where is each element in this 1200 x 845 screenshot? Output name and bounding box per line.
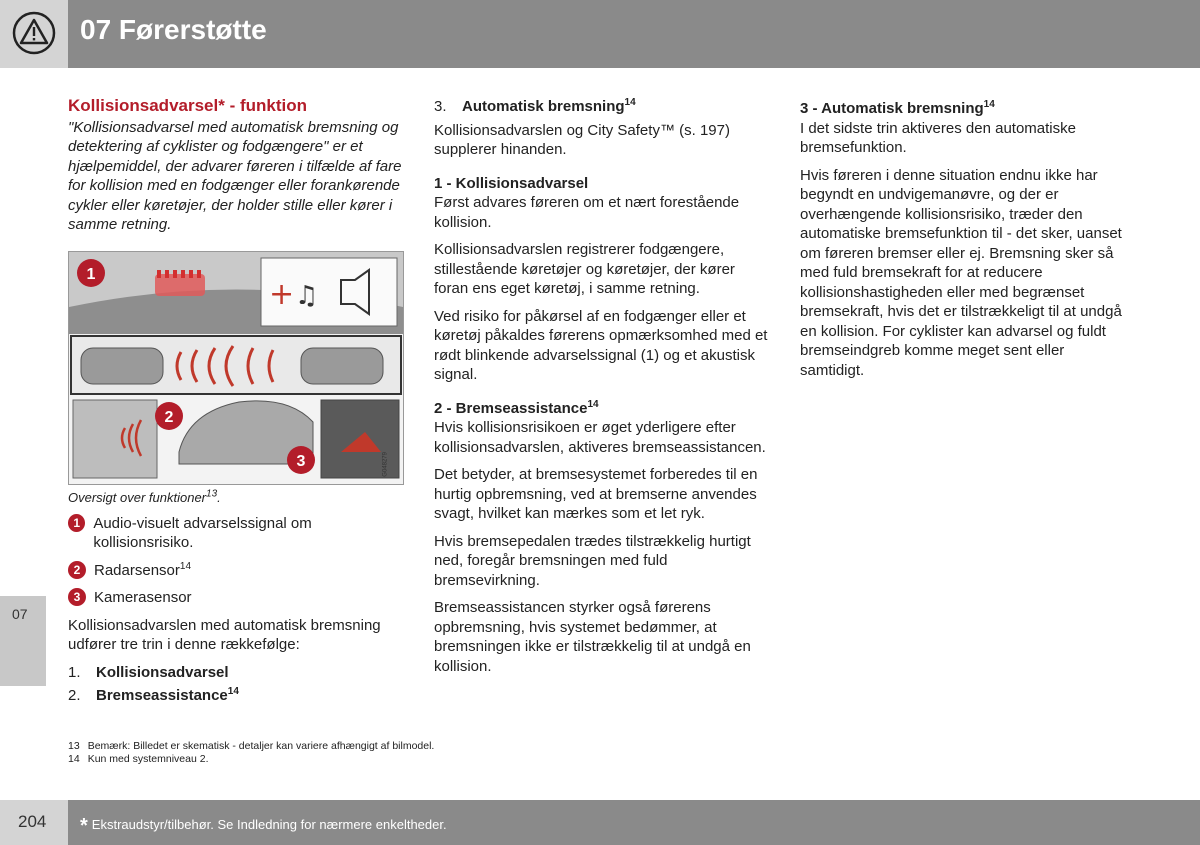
body-paragraph: I det sidste trin aktiveres den automatiske bremsefunktion. (800, 119, 1076, 156)
footnotes (68, 740, 434, 766)
figure-code: G048279 (383, 452, 389, 477)
step-label-wrap (462, 97, 636, 117)
chapter-tab (0, 596, 46, 686)
intro-paragraph: "Kollisionsadvarsel med automatisk bremsning og detektering af cyklister og fodgængere" er et hjælpemiddel, der advarer føreren i tilfælde af fare for kollision med en fodgænger eller forankørende cykler eller køretøjer, der holder stille eller kører i samme retning. (68, 118, 402, 233)
step-number: 3. (434, 98, 447, 115)
footnote-text: Kun med systemniveau 2. (87, 753, 209, 765)
caption-footnote-ref: 13 (206, 488, 218, 500)
callout-number-1: 1 (68, 514, 85, 532)
footer-note (80, 815, 447, 838)
step-number: 2. (68, 687, 81, 704)
subsection-heading (800, 99, 1132, 119)
svg-text:1: 1 (86, 266, 96, 283)
svg-text:♫: ♫ (295, 281, 319, 311)
column-1 (68, 96, 404, 243)
body-paragraph: Kollisionsadvarslen registrerer fodgængere, stillestående køretøjer og køretøjer, der kører foran ens eget køretøj, i samme retning. (434, 241, 735, 297)
footnote-ref: 14 (587, 398, 599, 410)
footer-note-text: Ekstraudstyr/tilbehør. Se Indledning for nærmere enkeltheder. (91, 817, 447, 832)
step-item (68, 686, 404, 706)
subsection-heading (434, 399, 770, 419)
subsection-heading: 1 - Kollisionsadvarsel (434, 174, 589, 192)
subsection-heading-text: 3 - Automatisk bremsning (800, 100, 984, 117)
footnote-ref: 14 (227, 686, 239, 697)
footnote (68, 740, 434, 753)
body-paragraph: Hvis kollisionsrisikoen er øget yderligere efter kollisionsadvarslen, aktiveres bremseassistancen. (434, 419, 766, 456)
step-item (68, 663, 404, 683)
page-title: 07 Førerstøtte (80, 14, 267, 45)
callout-number-2: 2 (68, 561, 86, 579)
list-item-text (94, 561, 191, 581)
column-1-lower (68, 488, 404, 714)
figure-caption: Oversigt over funktioner$^{13}$. (68, 488, 221, 505)
footnote-number: 13 (68, 740, 80, 752)
body-paragraph: Kollisionsadvarslen med automatisk bremsning udfører tre trin i denne rækkefølge: (68, 616, 381, 653)
list-item-text: Audio-visuelt advarselssignal om kollisionsrisiko. (93, 514, 312, 551)
caption-text: Oversigt over funktioner (68, 490, 207, 505)
step-label: Automatisk bremsning (462, 98, 625, 115)
asterisk-icon: * (80, 815, 88, 837)
column-2 (434, 97, 770, 684)
body-paragraph: Ved risiko for påkørsel af en fodgænger eller et køretøj påkaldes førerens opmærksomhed med et rødt blinkende advarselssignal (1) og et akustisk signal. (434, 307, 768, 383)
body-paragraph: Det betyder, at bremsesystemet forberedes til en hurtig opbremsning, ved at bremserne anvendes svagt, hvilket kan mærkes som et let ryk. (434, 466, 758, 522)
step-label: Bremseassistance (96, 687, 228, 704)
chapter-tab-label: 07 (12, 606, 28, 622)
step-label: Kollisionsadvarsel (96, 663, 229, 681)
body-paragraph: Hvis bremsepedalen trædes tilstrækkelig hurtigt ned, foregår bremsningen med fuld bremsevirkning. (434, 532, 751, 589)
step-label-wrap (96, 686, 239, 706)
footnote-ref: 14 (179, 560, 192, 572)
list-item (68, 588, 404, 608)
footnote-text: Bemærk: Billedet er skematisk - detaljer kan variere afhængigt af bilmodel. (87, 740, 435, 752)
column-3 (800, 99, 1132, 388)
body-paragraph: Bremseassistancen styrker også førerens opbremsning, hvis systemet bedømmer, at bremsningen ikke er tilstrækkelig til at undgå en kollision. (434, 599, 751, 675)
svg-text:+: + (269, 277, 295, 312)
section-heading: Kollisionsadvarsel* - funktion (68, 96, 307, 115)
list-item (68, 514, 404, 553)
step-number: 1. (68, 663, 81, 681)
body-paragraph: Kollisionsadvarslen og City Safety™ (s. 197) supplerer hinanden. (434, 121, 730, 158)
footnote (68, 753, 434, 766)
list-item-text: Kamerasensor (94, 589, 192, 606)
list-item (68, 561, 404, 581)
step-item (434, 97, 770, 117)
footnote-ref: 14 (624, 97, 636, 108)
function-overview-figure (68, 251, 404, 485)
body-paragraph: Hvis føreren i denne situation endnu ikke har begyndt en undvigemanøvre, og der er overhængende kollisionsrisiko, træder den automatiske bremsefunktion til - det sker, uanset om føreren bremser eller ej. Bremsning sker så med fuld bremsekraft for at reducere kollisionshastigheden eller med begrænset bremsekraft, hvis det er tilstrækkeligt til at undgå en kollision. For cyklister kan advarsel og fuldt bremseindgreb komme meget sent eller samtidigt. (800, 166, 1122, 379)
warning-triangle-icon (12, 11, 56, 55)
figure-illustration (69, 252, 403, 484)
footnote-ref: 14 (983, 99, 995, 110)
subsection-heading-text: 2 - Bremseassistance (434, 399, 588, 417)
list-item-label: Radarsensor (94, 561, 180, 579)
page-number: 204 (18, 812, 47, 831)
footnote-number: 14 (68, 753, 80, 765)
svg-text:2: 2 (164, 409, 174, 426)
svg-text:3: 3 (296, 453, 306, 470)
callout-number-3: 3 (68, 588, 86, 606)
body-paragraph: Først advares føreren om et nært forestående kollision. (434, 194, 740, 231)
